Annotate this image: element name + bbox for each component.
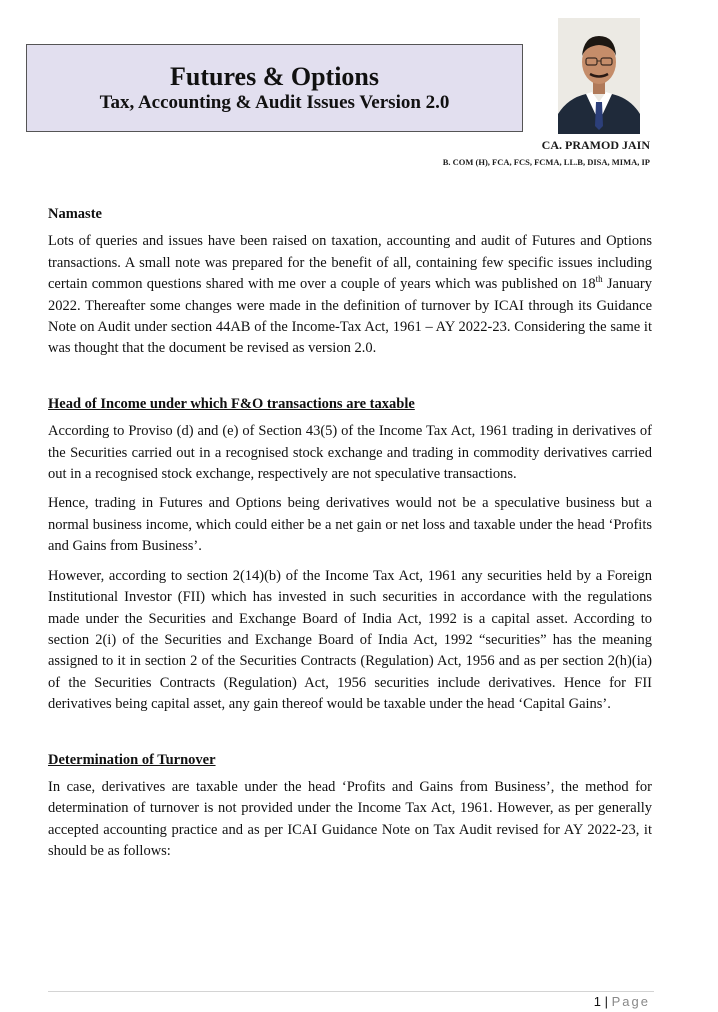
author-name: CA. PRAMOD JAIN: [541, 138, 650, 152]
paragraph: In case, derivatives are taxable under the head ‘Profits and Gains from Business’, the method for determination of turnover is not provided under the Income Tax Act, 1961. However, as per generally accepted accounting practice and as per ICAI Guidance Note on Tax Audit revised for AY 2022-23, it should be as follows:: [48, 778, 652, 860]
paragraph: Hence, trading in Futures and Options being derivatives would not be a speculative business but a normal business income, which could either be a net gain or net loss and taxable under the head ‘Profits and Gains from Business’.: [48, 495, 652, 555]
page-footer: [594, 994, 650, 1009]
intro-paragraph: Lots of queries and issues have been raised on taxation, accounting and audit of Futures and Options transactions. A small note was prepared for the benefit of all, containing few specific issues including certain common questions shared with me over a couple of years which was published on 18th January 2022. Thereafter some changes were made in the definition of turnover by ICAI through its Guidance Note on Audit under section 44AB of the Income-Tax Act, 1961 – AY 2022-23. Considering the same it was thought that the document be revised as version 2.0.: [48, 233, 652, 357]
author-portrait-image: [558, 18, 640, 134]
footer-separator: |: [604, 994, 608, 1009]
title-box: [26, 44, 523, 132]
section-heading-turnover: Determination of Turnover: [48, 751, 216, 768]
paragraph: However, according to section 2(14)(b) of the Income Tax Act, 1961 any securities held by a Foreign Institutional Investor (FII) which has invested in such securities in accordance with the regulations made under the Securities and Exchange Board of India Act, 1992 is a capital asset. According to section 2(i) of the Securities and Exchange Board of India Act, 1992 “securities” has the meaning assigned to it in section 2 of the Securities Contracts (Regulation) Act, 1956 and as per section 2(h)(ia) of the Securities Contracts (Regulation) Act, 1956 securities include derivatives. Hence for FII derivatives being capital asset, any gain thereof would be taxable under the head ‘Capital Gains’.: [48, 567, 652, 713]
author-photo: [558, 18, 640, 134]
greeting: Namaste: [48, 206, 102, 222]
author-qualifications: B. COM (H), FCA, FCS, FCMA, LL.B, DISA, MIMA, IP: [442, 157, 650, 167]
document-body: [48, 204, 652, 871]
page-label: Page: [611, 994, 650, 1009]
footer-divider: [48, 991, 654, 992]
page-number: 1: [593, 994, 601, 1009]
section-heading-head-of-income: Head of Income under which F&O transactions are taxable: [48, 395, 415, 412]
document-title: Futures & Options: [170, 62, 379, 91]
document-subtitle: Tax, Accounting & Audit Issues Version 2.0: [99, 92, 450, 113]
paragraph: According to Proviso (d) and (e) of Section 43(5) of the Income Tax Act, 1961 trading in derivatives of the Securities carried out in a recognised stock exchange and trading in commodity derivatives carried out in a recognised stock exchange, respectively are not speculative transactions.: [48, 423, 652, 483]
